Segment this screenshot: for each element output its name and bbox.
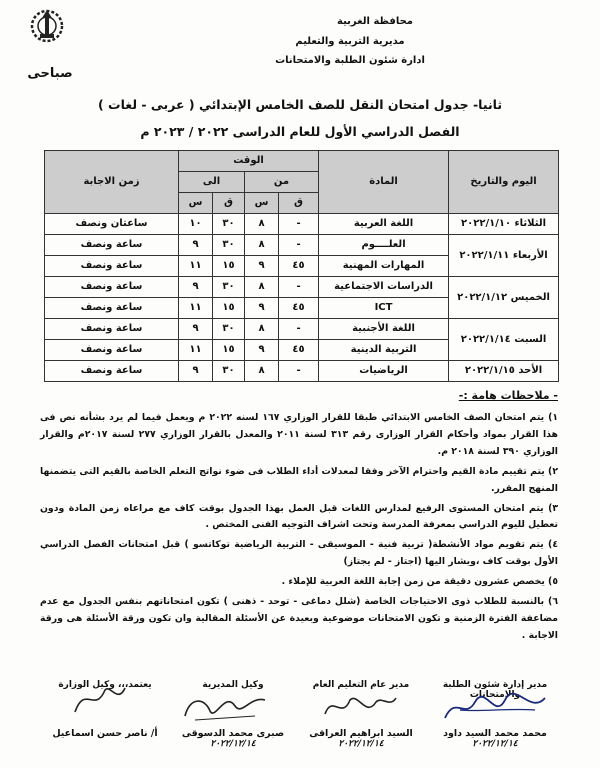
duration-cell: ساعة ونصف [45,319,179,340]
from-minutes-cell: - [279,214,319,235]
handwritten-signature-icon [320,690,400,722]
from-minutes-cell: - [279,235,319,256]
logo-caption: صباحى [27,66,73,81]
to-hours-cell: ٩ [179,319,213,340]
table-row [45,277,559,298]
header-duration: زمن الاجابة [45,151,179,214]
from-minutes-cell: - [279,277,319,298]
signature-title: يعتمد،،، وكيل الوزارة [58,680,152,690]
schedule-title: ثانيا- جدول امتحان النقل للصف الخامس الإبتدائي ( عربى - لغات ) [97,97,503,112]
from-minutes-cell: - [279,319,319,340]
schedule-subtitle: الفصل الدراسي الأول للعام الدراسى ٢٠٢٢ / ٢٠٢٣ م [140,124,460,139]
from-minutes-cell: - [279,361,319,382]
department-name: ادارة شئون الطلبة والامتحانات [275,55,425,66]
from-hours-cell: ٩ [245,298,279,319]
to-minutes-cell: ١٥ [213,256,245,277]
signature-name: صبرى محمد الدسوقى [181,728,285,739]
to-hours-cell: ١٠ [179,214,213,235]
notes-list [40,410,558,648]
header-subject: المادة [319,151,449,214]
signature-date: ٢٠٢٢/١٢/١٤ [338,739,384,749]
note-item: ٤) يتم تقويم مواد الأنشطة( تربية فنية - الموسيقى - التربية الرياضية توكاتسو ) قبل امتحانات الفصل الدراسي الأول بوقت كاف ،ويشار اليها (اجتاز - لم يجتاز) [40,539,558,568]
governorate-name: محافظة الغربية [337,16,413,27]
from-minutes-cell: ٤٥ [279,340,319,361]
from-hours-cell: ٨ [245,361,279,382]
note-item: ٣) يتم امتحان المستوى الرفيع لمدارس اللغات قبل العمل بهذا الجدول بوقت كاف مع مراعاه زمن المادة ودون تعطيل لليوم الدراسي بمعرفة المدرسة وتحت اشراف التوجيه الفنى المختص . [40,502,558,531]
from-minutes-cell: ٤٥ [279,298,319,319]
from-hours-cell: ٨ [245,319,279,340]
subject-cell: الرياضيات [319,361,449,382]
day-cell: الأحد ٢٠٢٢/١/١٥ [449,361,559,382]
header-to-hours: س [179,193,213,214]
signature-date: ٢٠٢٢/١٢/١٤ [210,739,256,749]
directorate-name: مديرية التربية والتعليم [295,36,405,47]
to-minutes-cell: ٣٠ [213,277,245,298]
handwritten-signature-icon [440,690,550,726]
signature-title: وكيل المديرية [202,680,264,690]
from-hours-cell: ٨ [245,235,279,256]
header-to: الى [179,172,245,193]
table-row [45,361,559,382]
to-minutes-cell: ٣٠ [213,214,245,235]
subject-cell: العلــــوم [319,235,449,256]
signature-title: مدير عام التعليم العام [312,680,410,690]
to-hours-cell: ٩ [179,361,213,382]
handwritten-signature-icon [70,682,130,718]
signature-title: مدير إدارة شئون الطلبة والامتحانات [442,680,548,700]
header-to-minutes: ق [213,193,245,214]
handwritten-signature-icon [180,686,270,726]
subject-cell: التربية الدينية [319,340,449,361]
notes-title: - ملاحظات هامة :- [458,389,558,402]
to-minutes-cell: ١٥ [213,340,245,361]
to-minutes-cell: ٣٠ [213,361,245,382]
header-day-date: اليوم والتاريخ [449,151,559,214]
duration-cell: ساعة ونصف [45,235,179,256]
table-row [45,235,559,256]
from-hours-cell: ٨ [245,277,279,298]
header-from: من [245,172,319,193]
signature-name: محمد محمد السيد داود [443,728,547,739]
to-minutes-cell: ٣٠ [213,235,245,256]
signatures [40,680,560,760]
day-cell: السبت ٢٠٢٢/١/١٤ [449,319,559,361]
signature-name: أ/ ناصر حسن اسماعيل [52,728,158,739]
note-item: ٥) يخصص عشرون دقيقة من زمن إجابة اللغة العربية للإملاء . [281,576,558,588]
note-item: ١) يتم امتحان الصف الخامس الابتدائي طبقا للقرار الوزاري ١٦٧ لسنه ٢٠٢٢ م ويعمل فيما لم يرد بشأنه نص فى هذا القرار بمواد وأحكام القرار الوزارى رقم ٣١٣ لسنة ٢٠١١ والمعدل بالقرار الوزاري ٢٧٧ لسنة ٢٠١٧م والقرار الوزاري ٣٩٠ لسنة ٢٠١٨ م. [40,412,559,457]
subject-cell: ICT [319,298,449,319]
duration-cell: ساعة ونصف [45,340,179,361]
to-hours-cell: ٩ [179,277,213,298]
header-from-minutes: ق [279,193,319,214]
duration-cell: ساعتان ونصف [45,214,179,235]
ministry-logo-icon [28,6,66,50]
duration-cell: ساعة ونصف [45,277,179,298]
duration-cell: ساعة ونصف [45,361,179,382]
to-hours-cell: ١١ [179,340,213,361]
table-row [45,319,559,340]
subject-cell: الدراسات الاجتماعية [319,277,449,298]
day-cell: الخميس ٢٠٢٢/١/١٢ [449,277,559,319]
table-row [45,214,559,235]
from-hours-cell: ٩ [245,340,279,361]
day-cell: الثلاثاء ٢٠٢٢/١/١٠ [449,214,559,235]
to-minutes-cell: ١٥ [213,298,245,319]
from-hours-cell: ٩ [245,256,279,277]
subject-cell: المهارات المهنية [319,256,449,277]
signature-date: ٢٠٢٢/١٢/١٤ [472,739,518,749]
exam-schedule-table [44,150,559,382]
header-from-hours: س [245,193,279,214]
subject-cell: اللغة الأجنبية [319,319,449,340]
to-minutes-cell: ٣٠ [213,319,245,340]
note-item: ٦) بالنسبة للطلاب ذوى الاحتياجات الخاصة (شلل دماغى - توحد - ذهنى ) تكون امتحاناتهم بنفس الجدول مع عدم مضاعفة الفترة الزمنية و تكون الامتحانات موضوعية وبعيدة عن الأسئلة المقالية وان تكون ورقة الأسئلة هى ورقة الاجابة . [40,596,558,641]
from-hours-cell: ٨ [245,214,279,235]
day-cell: الأربعاء ٢٠٢٢/١/١١ [449,235,559,277]
header-time: الوقت [179,151,319,172]
duration-cell: ساعة ونصف [45,256,179,277]
to-hours-cell: ١١ [179,256,213,277]
duration-cell: ساعة ونصف [45,298,179,319]
note-item: ٢) يتم تقييم مادة القيم واحترام الآخر وفقا لمعدلات أداء الطلاب فى ضوء نواتج التعلم الخاصة بالقيم التى يتضمنها المنهج المقرر. [40,465,558,494]
signature-name: السيد ابراهيم العراقى [309,728,413,739]
from-minutes-cell: ٤٥ [279,256,319,277]
to-hours-cell: ١١ [179,298,213,319]
subject-cell: اللغة العربية [319,214,449,235]
to-hours-cell: ٩ [179,235,213,256]
